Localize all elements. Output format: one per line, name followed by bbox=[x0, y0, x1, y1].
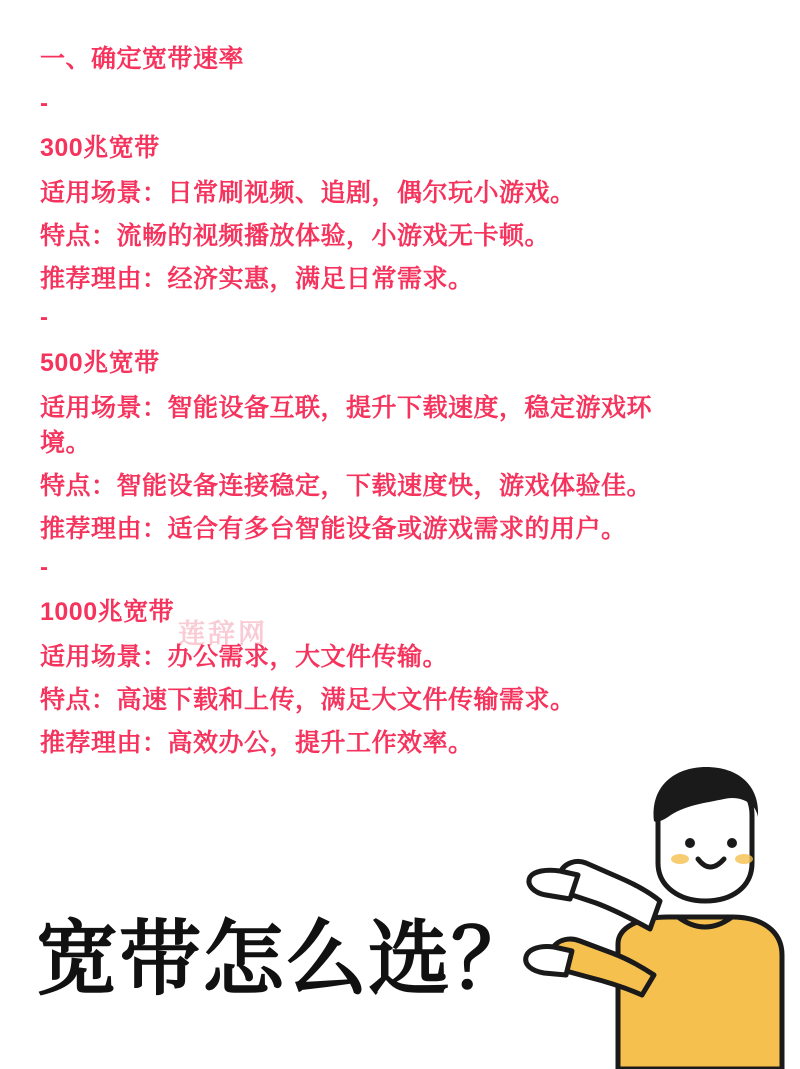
section-line: 特点：高速下载和上传，满足大文件传输需求。 bbox=[40, 686, 576, 715]
separator-1: - bbox=[40, 90, 48, 117]
separator-2: - bbox=[40, 304, 48, 332]
section-line: 适用场景：智能设备互联，提升下载速度，稳定游戏环境。 bbox=[40, 393, 653, 457]
section-1000 bbox=[40, 595, 760, 761]
poster-content bbox=[40, 42, 760, 761]
section-line: 特点：智能设备连接稳定，下载速度快，游戏体验佳。 bbox=[40, 471, 653, 500]
section-title-300: 300兆宽带 bbox=[40, 134, 160, 163]
section-line: 适用场景：日常刷视频、追剧，偶尔玩小游戏。 bbox=[40, 179, 576, 208]
section-line: 特点：流畅的视频播放体验，小游戏无卡顿。 bbox=[40, 222, 551, 251]
big-title: 宽带怎么选？ bbox=[36, 914, 535, 1005]
page-title: 一、确定宽带速率 bbox=[40, 45, 245, 73]
section-500 bbox=[40, 346, 760, 547]
section-title-1000: 1000兆宽带 bbox=[40, 598, 175, 627]
section-line: 推荐理由：高效办公，提升工作效率。 bbox=[40, 729, 474, 758]
section-title-500: 500兆宽带 bbox=[40, 348, 160, 377]
watermark: 莲辞网 bbox=[178, 619, 268, 649]
section-line: 适用场景：办公需求，大文件传输。 bbox=[40, 643, 449, 672]
separator-3: - bbox=[40, 553, 48, 581]
section-line: 推荐理由：经济实惠，满足日常需求。 bbox=[40, 265, 474, 294]
section-line: 推荐理由：适合有多台智能设备或游戏需求的用户。 bbox=[40, 514, 627, 543]
section-300 bbox=[40, 131, 760, 297]
pointing-person-illustration-icon bbox=[500, 759, 800, 1069]
